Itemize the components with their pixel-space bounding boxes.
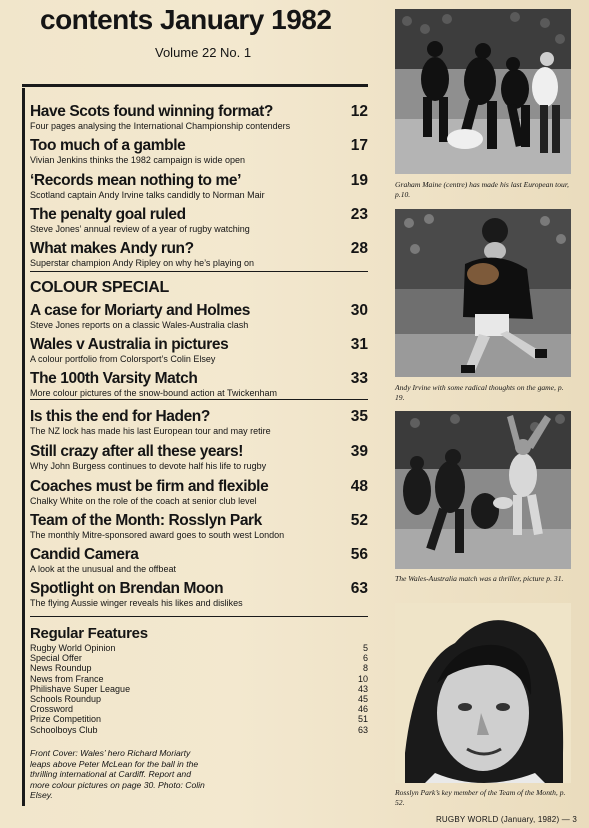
list-item[interactable] xyxy=(30,725,368,735)
entry-page: 39 xyxy=(350,443,368,460)
regular-features-list xyxy=(30,643,368,735)
contents-entry[interactable] xyxy=(30,546,368,575)
entry-title: Too much of a gamble xyxy=(30,137,186,154)
entry-title: The penalty goal ruled xyxy=(30,206,186,223)
feature-label: News from France xyxy=(30,673,104,684)
entry-description: Chalky White on the role of the coach at senior club level xyxy=(30,496,257,506)
entry-title: ‘Records mean nothing to me’ xyxy=(30,172,241,189)
entry-description: Four pages analysing the International Championship contenders xyxy=(30,121,291,131)
contents-entry[interactable] xyxy=(30,443,368,472)
feature-label: Schools Roundup xyxy=(30,694,102,705)
page-footer: RUGBY WORLD (January, 1982) — 3 xyxy=(435,815,577,824)
entry-title: Still crazy after all these years! xyxy=(30,443,243,460)
colour-special-heading: COLOUR SPECIAL xyxy=(30,279,169,296)
feature-label: Rugby World Opinion xyxy=(30,643,116,653)
photo-graham-maine xyxy=(395,9,571,174)
contents-entry[interactable] xyxy=(30,336,368,365)
entry-description: The flying Aussie winger reveals his likes and dislikes xyxy=(30,598,243,608)
header-rule xyxy=(22,84,368,87)
entry-title: What makes Andy run? xyxy=(30,240,194,257)
entry-description: The NZ lock has made his last European tour and may retire xyxy=(30,426,271,436)
entry-description: Steve Jones’ annual review of a year of rugby watching xyxy=(30,224,250,234)
list-item[interactable] xyxy=(30,704,368,714)
photo-rosslyn-park-player xyxy=(395,603,571,783)
list-item[interactable] xyxy=(30,694,368,704)
entry-description: The monthly Mitre-sponsored award goes to south west London xyxy=(30,530,285,540)
feature-page: 63 xyxy=(357,724,368,735)
photo-wales-australia xyxy=(395,411,571,569)
contents-entry[interactable] xyxy=(30,478,368,507)
feature-label: Special Offer xyxy=(30,653,82,664)
list-item[interactable] xyxy=(30,653,368,663)
contents-entry[interactable] xyxy=(30,206,368,235)
entry-title: Team of the Month: Rosslyn Park xyxy=(30,512,262,529)
contents-entry[interactable] xyxy=(30,302,368,331)
entry-description: Why John Burgess continues to devote half his life to rugby xyxy=(30,461,267,471)
section-rule xyxy=(30,616,368,617)
front-cover-note: Front Cover: Wales’ hero Richard Moriarty leaps above Peter McLean for the ball in the thrilling international at Cardiff. Report and more colour pictures on page 30. Photo: Colin Elsey. xyxy=(30,748,205,801)
entry-title: Have Scots found winning format? xyxy=(30,103,273,120)
contents-entry[interactable] xyxy=(30,103,368,132)
feature-label: Schoolboys Club xyxy=(30,724,98,735)
entry-page: 30 xyxy=(350,302,368,319)
entry-description: More colour pictures of the snow-bound action at Twickenham xyxy=(30,388,277,398)
entry-title: A case for Moriarty and Holmes xyxy=(30,302,250,319)
entry-title: The 100th Varsity Match xyxy=(30,370,198,387)
entry-description: Vivian Jenkins thinks the 1982 campaign is wide open xyxy=(30,155,245,165)
volume-number: Volume 22 No. 1 xyxy=(155,45,252,60)
entry-title: Candid Camera xyxy=(30,546,139,563)
entry-title: Coaches must be firm and flexible xyxy=(30,478,269,495)
feature-page: 45 xyxy=(357,694,368,705)
list-item[interactable] xyxy=(30,714,368,724)
feature-label: News Roundup xyxy=(30,663,92,674)
entry-page: 56 xyxy=(350,546,368,563)
contents-entry[interactable] xyxy=(30,370,368,399)
list-item[interactable] xyxy=(30,643,368,653)
entry-page: 33 xyxy=(350,370,368,387)
entry-page: 63 xyxy=(350,580,368,597)
entry-page: 23 xyxy=(350,206,368,223)
left-border xyxy=(22,88,25,806)
feature-label: Prize Competition xyxy=(30,714,102,725)
contents-entry[interactable] xyxy=(30,172,368,201)
photo-caption: Graham Maine (centre) has made his last European tour, p.10. xyxy=(395,180,569,199)
contents-entry[interactable] xyxy=(30,512,368,541)
photo-caption: The Wales-Australia match was a thriller, picture p. 31. xyxy=(395,574,564,583)
feature-page: 46 xyxy=(357,704,368,715)
entry-page: 28 xyxy=(350,240,368,257)
entry-title: Is this the end for Haden? xyxy=(30,408,210,425)
contents-entry[interactable] xyxy=(30,137,368,166)
entry-page: 35 xyxy=(350,408,368,425)
entry-description: A colour portfolio from Colorsport’s Colin Elsey xyxy=(30,354,216,364)
entry-page: 48 xyxy=(350,478,368,495)
section-rule xyxy=(30,399,368,400)
entry-page: 31 xyxy=(350,336,368,353)
feature-label: Philishave Super League xyxy=(30,683,131,694)
list-item[interactable] xyxy=(30,674,368,684)
entry-page: 52 xyxy=(350,512,368,529)
section-rule xyxy=(30,271,368,272)
feature-page: 51 xyxy=(357,714,368,725)
list-item[interactable] xyxy=(30,684,368,694)
regular-features-heading: Regular Features xyxy=(30,625,148,642)
feature-page: 6 xyxy=(362,653,368,664)
photo-caption: Rosslyn Park’s key member of the Team of the Month, p. 52. xyxy=(395,788,566,807)
list-item[interactable] xyxy=(30,663,368,673)
feature-page: 43 xyxy=(357,683,368,694)
feature-label: Crossword xyxy=(30,704,74,715)
entry-page: 17 xyxy=(350,137,368,154)
feature-page: 8 xyxy=(362,663,368,674)
entry-description: Superstar champion Andy Ripley on why he’s playing on xyxy=(30,258,254,268)
page-title: contents January 1982 xyxy=(40,4,332,35)
photo-caption: Andy Irvine with some radical thoughts on the game, p. 19. xyxy=(395,383,564,402)
entry-description: Scotland captain Andy Irvine talks candidly to Norman Mair xyxy=(30,190,265,200)
feature-page: 10 xyxy=(357,673,368,684)
contents-entry[interactable] xyxy=(30,408,368,437)
contents-entry[interactable] xyxy=(30,240,368,269)
entry-page: 19 xyxy=(350,172,368,189)
entry-title: Wales v Australia in pictures xyxy=(30,336,229,353)
photo-andy-irvine xyxy=(395,209,571,377)
entry-description: A look at the unusual and the offbeat xyxy=(30,564,176,574)
entry-description: Steve Jones reports on a classic Wales-Australia clash xyxy=(30,320,249,330)
entry-page: 12 xyxy=(350,103,368,120)
feature-page: 5 xyxy=(362,643,368,653)
entry-title: Spotlight on Brendan Moon xyxy=(30,580,224,597)
contents-entry[interactable] xyxy=(30,580,368,609)
